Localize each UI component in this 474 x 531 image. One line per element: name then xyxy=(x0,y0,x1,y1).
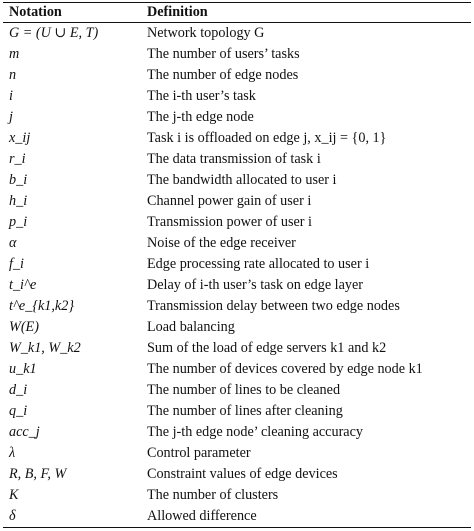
notation-cell: m xyxy=(9,46,20,62)
definition-cell: The number of lines after cleaning xyxy=(147,403,343,419)
header-row xyxy=(3,3,471,23)
definition-cell: The i-th user’s task xyxy=(147,88,256,104)
table-row xyxy=(3,65,471,86)
table-row xyxy=(3,149,471,170)
table-row xyxy=(3,317,471,338)
notation-cell: K xyxy=(9,487,19,503)
table-row xyxy=(3,401,471,422)
definition-cell: Channel power gain of user i xyxy=(147,193,312,209)
notation-cell: r_i xyxy=(9,151,26,167)
notation-cell: q_i xyxy=(9,403,28,419)
table-row xyxy=(3,422,471,443)
notation-cell: t_i^e xyxy=(9,277,37,293)
definition-cell: Control parameter xyxy=(147,445,251,461)
definition-cell: Edge processing rate allocated to user i xyxy=(147,256,370,272)
table-row xyxy=(3,44,471,65)
notation-cell: i xyxy=(9,88,13,104)
definition-cell: The number of clusters xyxy=(147,487,279,503)
notation-cell: h_i xyxy=(9,193,28,209)
notation-cell: δ xyxy=(9,508,16,524)
notation-cell: d_i xyxy=(9,382,28,398)
table-header xyxy=(3,3,471,23)
definition-cell: The j-th edge node’ cleaning accuracy xyxy=(147,424,363,440)
definition-cell: Delay of i-th user’s task on edge layer xyxy=(147,277,364,293)
definition-cell: The number of lines to be cleaned xyxy=(147,382,341,398)
notation-cell: G = (U ∪ E, T) xyxy=(9,25,99,41)
definition-cell: Transmission power of user i xyxy=(147,214,312,230)
table-row xyxy=(3,212,471,233)
notation-cell: λ xyxy=(9,445,16,461)
definition-cell: Load balancing xyxy=(147,319,235,335)
definition-cell: Constraint values of edge devices xyxy=(147,466,338,482)
notation-cell: W(E) xyxy=(9,319,39,335)
definition-cell: Transmission delay between two edge nodes xyxy=(147,298,400,314)
header-notation: Notation xyxy=(9,4,62,20)
definition-cell: Allowed difference xyxy=(147,508,257,524)
table-row xyxy=(3,191,471,212)
table-row xyxy=(3,359,471,380)
table-row xyxy=(3,338,471,359)
table-row xyxy=(3,254,471,275)
notation-cell: t^e_{k1,k2} xyxy=(9,298,74,314)
table-row xyxy=(3,506,471,528)
notation-cell: α xyxy=(9,235,17,251)
definition-cell: Task i is offloaded on edge j, x_ij = {0, 1} xyxy=(147,130,387,146)
table-row xyxy=(3,23,471,45)
definition-cell: Network topology G xyxy=(147,25,265,41)
definition-cell: The number of edge nodes xyxy=(147,67,299,83)
table-row xyxy=(3,233,471,254)
table-row xyxy=(3,485,471,506)
table-row xyxy=(3,464,471,485)
header-definition: Definition xyxy=(147,4,208,20)
notation-cell: acc_j xyxy=(9,424,40,440)
definition-cell: Sum of the load of edge servers k1 and k2 xyxy=(147,340,387,356)
table-row xyxy=(3,107,471,128)
notation-table-container xyxy=(0,2,474,531)
table-row xyxy=(3,86,471,107)
notation-cell: j xyxy=(9,109,13,125)
notation-cell: f_i xyxy=(9,256,24,272)
definition-cell: The number of users’ tasks xyxy=(147,46,300,62)
table-row xyxy=(3,296,471,317)
definition-cell: The number of devices covered by edge node k1 xyxy=(147,361,423,377)
notation-cell: W_k1, W_k2 xyxy=(9,340,81,356)
notation-cell: n xyxy=(9,67,17,83)
table-row xyxy=(3,380,471,401)
definition-cell: The data transmission of task i xyxy=(147,151,321,167)
notation-cell: x_ij xyxy=(9,130,31,146)
table-row xyxy=(3,128,471,149)
definition-cell: Noise of the edge receiver xyxy=(147,235,296,251)
notation-cell: R, B, F, W xyxy=(9,466,67,482)
notation-cell: u_k1 xyxy=(9,361,37,377)
definition-cell: The bandwidth allocated to user i xyxy=(147,172,337,188)
notation-cell: b_i xyxy=(9,172,28,188)
table-row xyxy=(3,275,471,296)
notation-cell: p_i xyxy=(9,214,28,230)
notation-table xyxy=(3,2,471,528)
table-row xyxy=(3,443,471,464)
table-row xyxy=(3,170,471,191)
definition-cell: The j-th edge node xyxy=(147,109,254,125)
table-body xyxy=(3,23,471,528)
